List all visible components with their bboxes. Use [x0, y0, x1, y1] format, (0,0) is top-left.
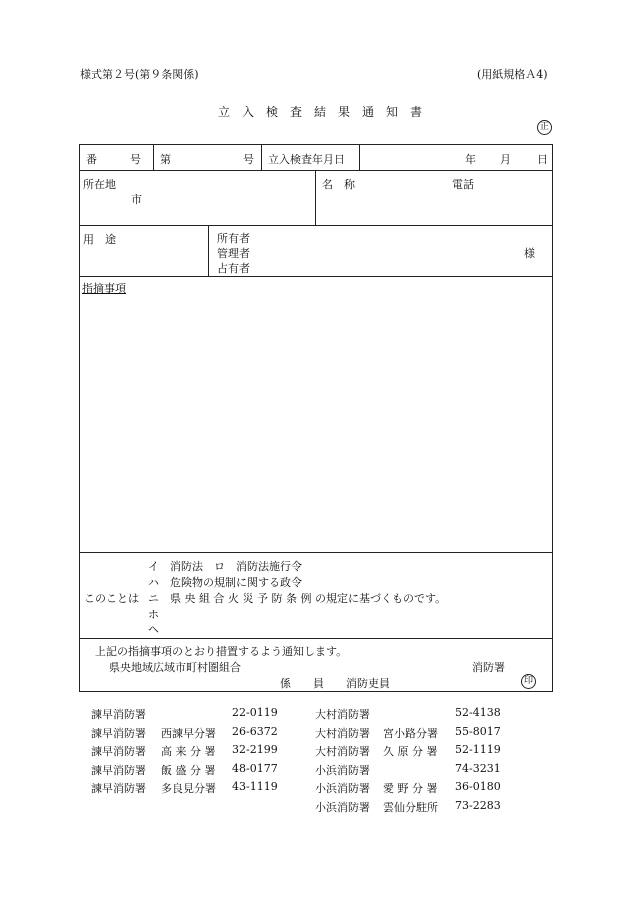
row2-bottom-border: [79, 225, 553, 226]
date-year: 年: [465, 153, 476, 166]
table-bottom-border: [79, 691, 553, 692]
basis-line-1: 消防法 ロ 消防法施行令: [170, 560, 302, 573]
directory-branch: 高 来 分 署: [161, 745, 216, 758]
basis-line-2: 危険物の規制に関する政令: [170, 576, 302, 589]
organization-name: 県央地域広域市町村圏組合: [109, 661, 241, 674]
directory-station: 大村消防署: [315, 745, 370, 758]
number-suffix: 号: [243, 153, 254, 166]
row1-divider: [359, 144, 360, 171]
row1-divider: [261, 144, 262, 171]
table-right-border: [552, 144, 553, 692]
directory-phone: 52-1119: [455, 743, 501, 756]
directory-station: 小浜消防署: [315, 800, 370, 814]
directory-branch: 愛 野 分 署: [383, 782, 438, 795]
directory-branch: 久 原 分 署: [383, 745, 438, 758]
fire-station-chief: 消防署: [472, 661, 505, 674]
directory-phone: 74-3231: [455, 761, 501, 775]
directory-station: 諫早消防署: [91, 763, 146, 777]
occupant-label: 占有者: [217, 262, 250, 275]
directory-phone: 32-2199: [232, 743, 278, 756]
directory-phone: 55-8017: [455, 724, 501, 738]
basis-mark-i: イ: [148, 560, 159, 573]
basis-mark-ha: ハ: [148, 576, 159, 589]
basis-prefix: このことは: [84, 592, 139, 605]
directory-phone: 26-6372: [232, 724, 278, 738]
findings-bottom-border: [79, 552, 553, 553]
directory-phone: 36-0180: [455, 780, 501, 793]
row1-bottom-border: [79, 170, 553, 171]
basis-mark-ho: ホ: [148, 608, 159, 621]
directory-station: 大村消防署: [315, 726, 370, 740]
directory-station: 諫早消防署: [91, 708, 146, 721]
basis-mark-he: ヘ: [148, 623, 159, 636]
basis-mark-ni: ニ: [148, 592, 159, 605]
owner-label: 所有者: [217, 232, 250, 245]
directory-station: 小浜消防署: [315, 782, 370, 795]
directory-station: 大村消防署: [315, 708, 370, 721]
number-prefix: 第: [160, 153, 171, 166]
number-label: 番 号: [86, 153, 141, 166]
table-top-border: [79, 144, 553, 145]
inspection-date-label: 立入検査年月日: [268, 153, 345, 166]
directory-phone: 48-0177: [232, 761, 278, 775]
row3-bottom-border: [79, 276, 553, 277]
findings-label: 指摘事項: [82, 282, 126, 295]
directory-branch: 宮小路分署: [383, 726, 438, 740]
seal-icon: 印: [521, 674, 536, 689]
form-number: 様式第２号(第９条関係): [80, 68, 199, 81]
directory-branch: 西諫早分署: [161, 726, 216, 740]
directory-station: 諫早消防署: [91, 745, 146, 758]
directory-phone: 43-1119: [232, 780, 278, 793]
row1-divider: [153, 144, 154, 171]
directory-branch: 飯 盛 分 署: [161, 763, 216, 777]
directory-station: 小浜消防署: [315, 763, 370, 777]
name-label: 名 称: [322, 178, 355, 191]
directory-branch: 雲仙分駐所: [383, 800, 438, 814]
notice-text: 上記の指摘事項のとおり措置するよう通知します。: [95, 645, 348, 658]
staff-label: 係 員: [280, 677, 324, 690]
seal-correct-icon: 正: [537, 120, 552, 135]
honorific-label: 様: [524, 247, 535, 260]
manager-label: 管理者: [217, 247, 250, 260]
paper-size-note: (用紙規格Ａ4): [477, 68, 548, 81]
document-title: 立 入 検 査 結 果 通 知 書: [218, 105, 423, 119]
directory-branch: 多良見分署: [161, 782, 216, 795]
basis-bottom-border: [79, 638, 553, 639]
phone-label: 電話: [452, 178, 474, 191]
date-day: 日: [537, 153, 548, 166]
basis-line-3: 県 央 組 合 火 災 予 防 条 例 の規定に基づくものです。: [170, 592, 447, 605]
usage-label: 用 途: [83, 233, 116, 246]
date-month: 月: [500, 153, 511, 166]
city-label: 市: [131, 193, 142, 206]
row2-divider: [315, 170, 316, 226]
row3-divider: [208, 225, 209, 277]
table-left-border: [79, 144, 80, 692]
directory-phone: 73-2283: [455, 798, 501, 812]
directory-phone: 22-0119: [232, 706, 278, 719]
directory-station: 諫早消防署: [91, 782, 146, 795]
directory-phone: 52-4138: [455, 706, 501, 719]
officer-label: 消防吏員: [346, 677, 390, 690]
location-label: 所在地: [83, 178, 116, 191]
directory-station: 諫早消防署: [91, 726, 146, 740]
